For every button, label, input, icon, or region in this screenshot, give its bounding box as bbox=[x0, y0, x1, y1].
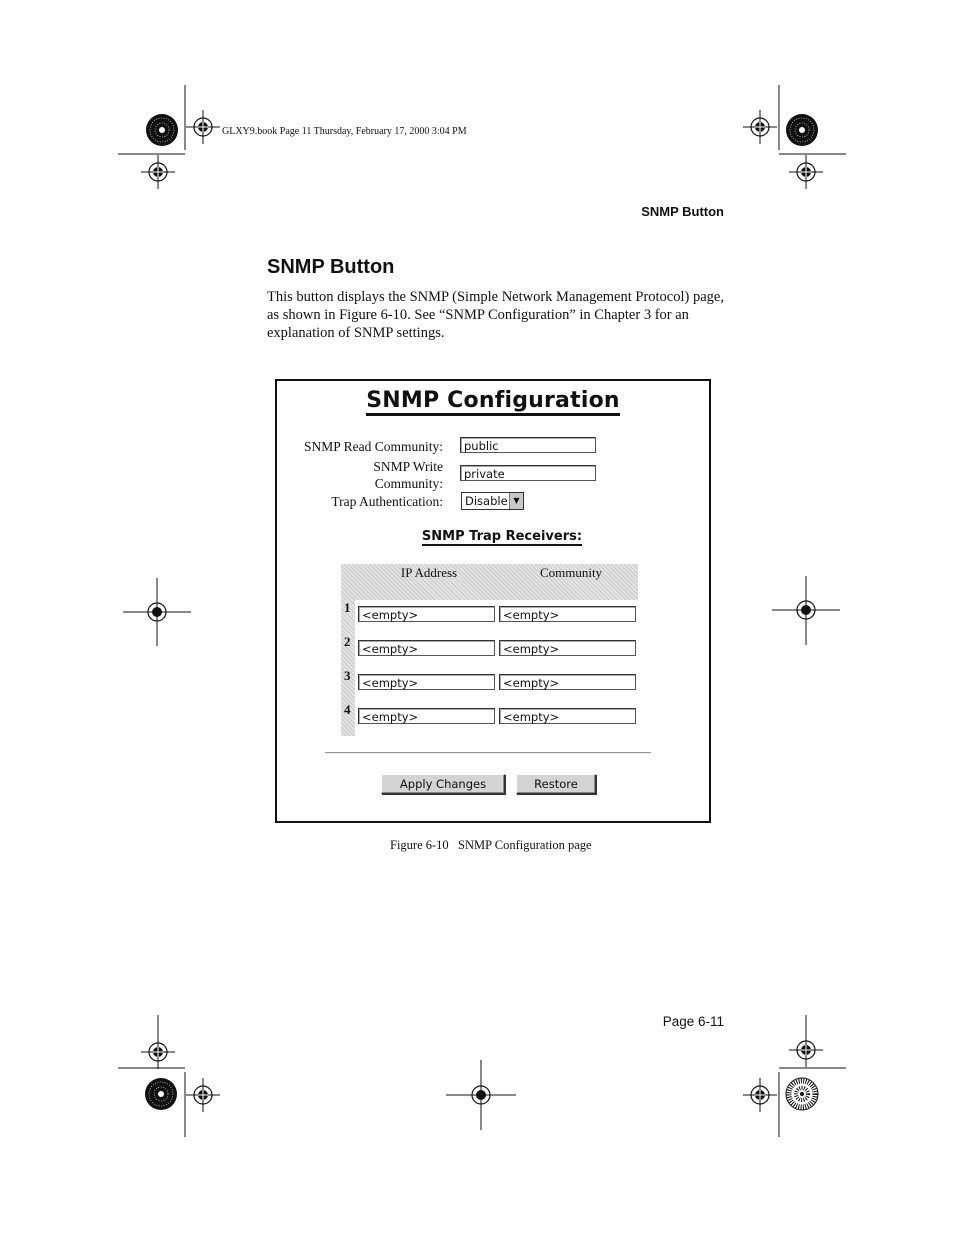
chevron-down-icon[interactable]: ▼ bbox=[509, 493, 523, 509]
registration-mark-icon bbox=[743, 1078, 777, 1112]
read-community-label: SNMP Read Community: bbox=[303, 439, 443, 454]
row-number: 1 bbox=[344, 600, 351, 615]
slug-line: GLXY9.book Page 11 Thursday, February 17, 2000 3:04 PM bbox=[222, 126, 467, 137]
body-paragraph: This button displays the SNMP (Simple Network Management Protocol) page, as shown in Figure 6-10. See “SNMP Configuration” in Chapter 3 for an explanation of SNMP settings. bbox=[267, 289, 724, 341]
trap-receivers-title: SNMP Trap Receivers: bbox=[421, 529, 583, 544]
registration-star-icon bbox=[786, 114, 818, 146]
page-number: Page 6-11 bbox=[662, 1014, 724, 1029]
registration-star-icon bbox=[146, 114, 178, 146]
registration-mark-icon bbox=[789, 155, 823, 189]
row-number: 4 bbox=[344, 702, 351, 717]
config-page-title: SNMP Configuration bbox=[366, 388, 620, 416]
apply-changes-button[interactable]: Apply Changes bbox=[381, 774, 505, 794]
registration-mark-icon bbox=[141, 155, 175, 189]
receiver-ip-input[interactable]: <empty> bbox=[358, 640, 495, 656]
write-community-label-line1: SNMP Write bbox=[373, 459, 443, 474]
registration-mark-icon bbox=[141, 1035, 175, 1069]
figure-caption: Figure 6-10 SNMP Configuration page bbox=[390, 838, 592, 852]
receiver-community-input[interactable]: <empty> bbox=[499, 640, 636, 656]
registration-mark-icon bbox=[789, 1033, 823, 1067]
trap-auth-select[interactable] bbox=[461, 492, 524, 510]
ip-address-column-header: IP Address bbox=[400, 565, 458, 580]
community-column-header: Community bbox=[539, 565, 603, 580]
receiver-ip-input[interactable]: <empty> bbox=[358, 674, 495, 690]
trap-auth-selected: Disable bbox=[465, 494, 508, 508]
registration-star-icon bbox=[786, 1078, 818, 1110]
trap-auth-label: Trap Authentication: bbox=[331, 494, 443, 509]
row-number: 2 bbox=[344, 634, 351, 649]
row-number: 3 bbox=[344, 668, 351, 683]
write-community-label-line2: Community: bbox=[374, 476, 443, 491]
read-community-input[interactable]: public bbox=[460, 437, 596, 453]
registration-mark-icon bbox=[186, 110, 220, 144]
figure-frame bbox=[275, 379, 711, 823]
receiver-ip-input[interactable]: <empty> bbox=[358, 606, 495, 622]
divider bbox=[325, 752, 651, 754]
receiver-ip-input[interactable]: <empty> bbox=[358, 708, 495, 724]
registration-mark-icon bbox=[186, 1078, 220, 1112]
registration-mark-icon bbox=[743, 110, 777, 144]
section-title: SNMP Button bbox=[267, 256, 395, 278]
receiver-community-input[interactable]: <empty> bbox=[499, 708, 636, 724]
restore-button[interactable]: Restore bbox=[516, 774, 596, 794]
receiver-community-input[interactable]: <empty> bbox=[499, 606, 636, 622]
running-head: SNMP Button bbox=[641, 204, 724, 219]
write-community-input[interactable]: private bbox=[460, 465, 596, 481]
registration-star-icon bbox=[145, 1078, 177, 1110]
receiver-community-input[interactable]: <empty> bbox=[499, 674, 636, 690]
